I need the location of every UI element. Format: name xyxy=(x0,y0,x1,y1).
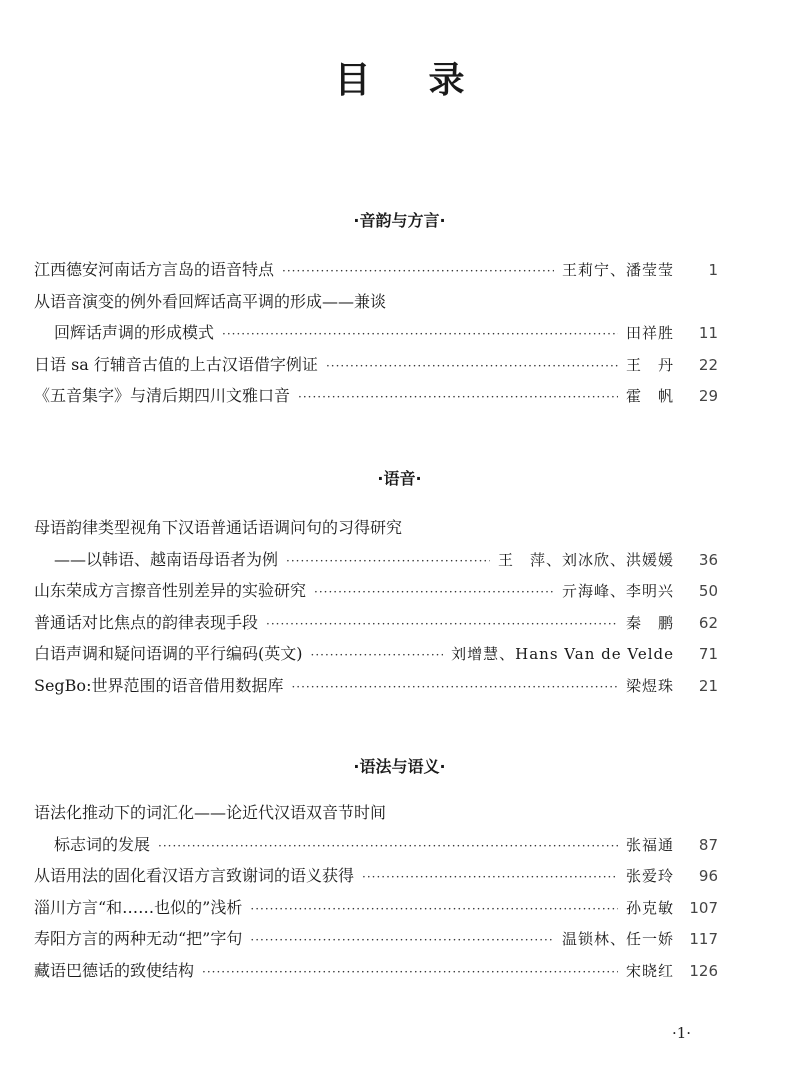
entry-author: 刘增慧、Hans Van de Velde xyxy=(451,645,674,663)
section-entries-phonology-dialects xyxy=(34,254,718,412)
entry-page: 62 xyxy=(698,613,718,632)
leader-dots xyxy=(298,382,618,414)
entry-page: 22 xyxy=(698,355,718,374)
entry-title: ——以韩语、越南语母语者为例 xyxy=(54,549,279,569)
toc-entry[interactable] xyxy=(34,892,718,924)
entry-page: 21 xyxy=(698,676,718,695)
toc-entry[interactable] xyxy=(34,286,718,318)
entry-author: 王 丹 xyxy=(625,355,674,374)
toc-entry[interactable] xyxy=(34,544,718,576)
toc-entry[interactable] xyxy=(34,955,718,987)
entry-author: 宋晓红 xyxy=(625,961,674,980)
leader-dots xyxy=(311,640,444,672)
entry-author: 王 萍、刘冰欣、洪媛媛 xyxy=(497,550,674,569)
entry-author: 张福通 xyxy=(625,835,674,854)
entry-page: 96 xyxy=(698,867,718,885)
toc-entry[interactable] xyxy=(34,317,718,349)
entry-author: 亓海峰、李明兴 xyxy=(561,582,674,600)
toc-entry[interactable] xyxy=(34,254,718,286)
section-heading-phonetics: ·语音· xyxy=(377,469,422,488)
page-number: ·1· xyxy=(672,1024,692,1042)
leader-dots xyxy=(286,546,490,578)
entry-author: 王莉宁、潘莹莹 xyxy=(561,261,674,279)
leader-dots xyxy=(326,351,618,383)
page-title xyxy=(0,52,799,103)
leader-dots xyxy=(314,577,554,609)
entry-title: 母语韵律类型视角下汉语普通话语调问句的习得研究 xyxy=(34,518,403,537)
entry-page: 36 xyxy=(698,550,718,569)
toc-entry[interactable] xyxy=(34,638,718,670)
toc-entry[interactable] xyxy=(34,923,718,955)
entry-page: 87 xyxy=(698,835,718,854)
leader-dots xyxy=(266,609,618,641)
entry-title: 日语 sa 行辅音古值的上古汉语借字例证 xyxy=(34,354,318,374)
entry-title: 江西德安河南话方言岛的语音特点 xyxy=(34,260,275,279)
entry-title: 从语音演变的例外看回辉话高平调的形成——兼谈 xyxy=(34,291,387,311)
entry-author: 霍 帆 xyxy=(625,387,674,405)
leader-dots xyxy=(291,672,618,704)
title-char-2: 录 xyxy=(428,60,465,101)
entry-title: 淄川方言“和……也似的”浅析 xyxy=(34,897,243,917)
toc-entry[interactable] xyxy=(34,512,718,544)
toc-entry[interactable] xyxy=(34,797,718,829)
leader-dots xyxy=(362,862,618,894)
entry-title: 标志词的发展 xyxy=(54,834,151,854)
entry-page: 126 xyxy=(689,961,718,980)
toc-entry[interactable] xyxy=(34,670,718,702)
leader-dots xyxy=(282,256,554,288)
entry-author: 张爱玲 xyxy=(625,867,674,885)
entry-title: 从语用法的固化看汉语方言致谢词的语义获得 xyxy=(34,866,355,885)
section-entries-grammar-semantics xyxy=(34,797,718,986)
entry-title: 语法化推动下的词汇化——论近代汉语双音节时间 xyxy=(34,803,387,822)
section-heading-phonology-dialects: ·音韵与方言· xyxy=(353,211,446,230)
leader-dots xyxy=(250,894,618,926)
entry-title: 山东荣成方言擦音性别差异的实验研究 xyxy=(34,581,307,600)
toc-entry[interactable] xyxy=(34,349,718,381)
entry-title: 藏语巴德话的致使结构 xyxy=(34,960,195,980)
toc-entry[interactable] xyxy=(34,829,718,861)
entry-title: 寿阳方言的两种无动“把”字句 xyxy=(34,929,243,948)
entry-title: 普通话对比焦点的韵律表现手段 xyxy=(34,612,259,632)
entry-title: 白语声调和疑问语调的平行编码(英文) xyxy=(34,644,303,663)
leader-dots xyxy=(158,831,618,863)
entry-page: 71 xyxy=(698,645,718,663)
title-char-1: 目 xyxy=(334,60,371,101)
toc-entry[interactable] xyxy=(34,575,718,607)
entry-page: 11 xyxy=(698,324,718,342)
entry-author: 秦 鹏 xyxy=(625,613,674,632)
entry-author: 梁煜珠 xyxy=(625,676,674,695)
entry-page: 117 xyxy=(689,930,718,948)
entry-title: 《五音集字》与清后期四川文雅口音 xyxy=(34,386,291,405)
toc-entry[interactable] xyxy=(34,380,718,412)
entry-page: 29 xyxy=(698,387,718,405)
entry-page: 107 xyxy=(689,898,718,917)
entry-title: SegBo:世界范围的语音借用数据库 xyxy=(34,675,284,695)
entry-author: 温锁林、任一娇 xyxy=(561,930,674,948)
leader-dots xyxy=(222,319,618,351)
entry-author: 田祥胜 xyxy=(625,324,674,342)
toc-entry[interactable] xyxy=(34,607,718,639)
entry-author: 孙克敏 xyxy=(625,898,674,917)
leader-dots xyxy=(202,957,618,989)
section-entries-phonetics xyxy=(34,512,718,701)
toc-entry[interactable] xyxy=(34,860,718,892)
leader-dots xyxy=(250,925,554,957)
entry-page: 1 xyxy=(708,261,718,279)
entry-page: 50 xyxy=(698,582,718,600)
entry-title: 回辉话声调的形成模式 xyxy=(54,323,215,342)
section-heading-grammar-semantics: ·语法与语义· xyxy=(353,757,446,776)
